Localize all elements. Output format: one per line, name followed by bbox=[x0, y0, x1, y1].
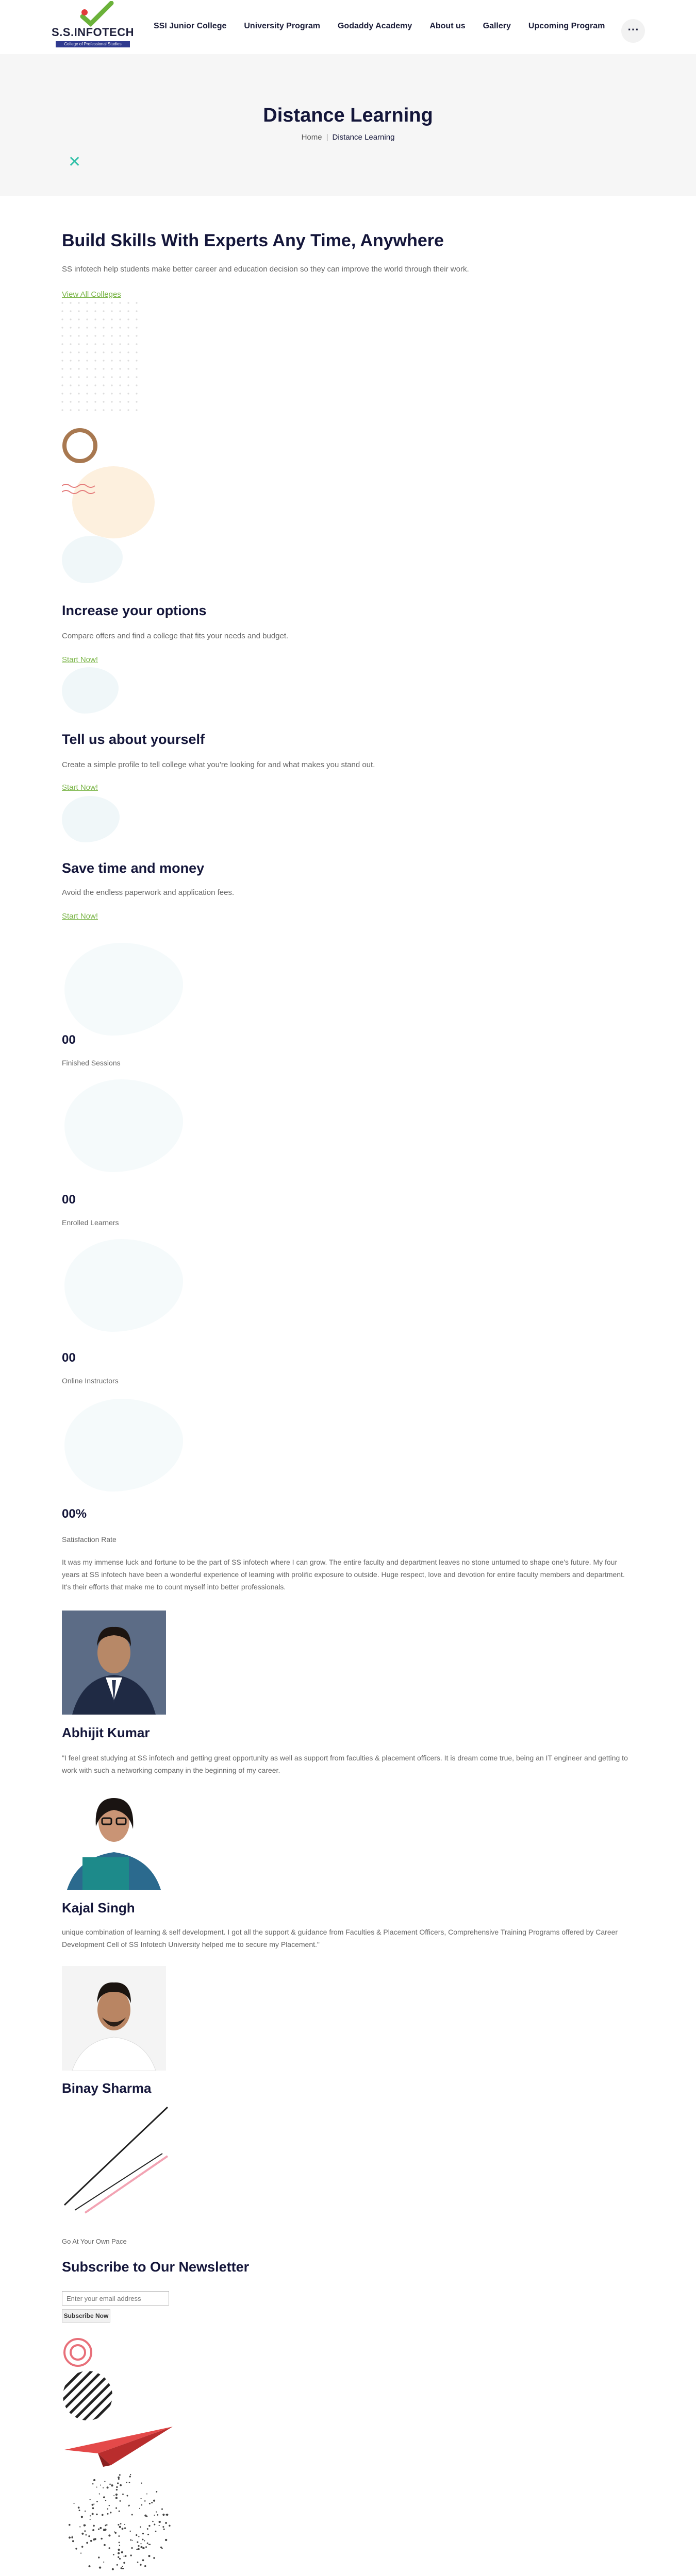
scatter-dot bbox=[122, 2494, 124, 2495]
nav-university-program[interactable]: University Program bbox=[244, 22, 320, 30]
scatter-dot bbox=[81, 2546, 84, 2548]
scatter-dot bbox=[157, 2514, 158, 2516]
scatter-dot bbox=[116, 2486, 118, 2488]
more-menu-icon[interactable]: ⋯ bbox=[621, 19, 645, 43]
dot-pattern-icon bbox=[61, 301, 143, 415]
scatter-dot bbox=[105, 2524, 106, 2526]
target-circle-icon bbox=[62, 2336, 94, 2368]
scatter-dot bbox=[105, 2500, 106, 2501]
scatter-dot bbox=[154, 2524, 155, 2526]
scatter-dot bbox=[117, 2482, 119, 2484]
scatter-dot bbox=[129, 2476, 131, 2477]
scatter-dot bbox=[140, 2564, 141, 2566]
scatter-dot bbox=[142, 2533, 144, 2534]
scatter-dot bbox=[108, 2534, 110, 2536]
scatter-dot bbox=[129, 2482, 130, 2483]
scatter-dot bbox=[154, 2515, 155, 2516]
stat-bg-shape bbox=[64, 1239, 183, 1332]
wave-lines-icon bbox=[62, 482, 108, 497]
scatter-dot bbox=[90, 2515, 91, 2516]
person-photo-icon bbox=[62, 1611, 166, 1715]
scatter-dot bbox=[162, 2526, 164, 2528]
scatter-dot bbox=[109, 2547, 110, 2549]
newsletter-email-input[interactable] bbox=[62, 2291, 169, 2306]
scatter-dot bbox=[113, 2554, 114, 2555]
step-text-3: Avoid the endless paperwork and application fees. bbox=[62, 888, 235, 897]
logo-subtitle: College of Professional Studies bbox=[56, 41, 130, 47]
scatter-dot bbox=[84, 2530, 86, 2532]
step-text-1: Compare offers and find a college that fits your needs and budget. bbox=[62, 632, 289, 640]
page-title: Distance Learning bbox=[263, 105, 433, 126]
subscribe-button[interactable]: Subscribe Now bbox=[62, 2309, 110, 2323]
scatter-dot bbox=[86, 2534, 87, 2536]
scatter-dot bbox=[102, 2514, 104, 2516]
scatter-dot bbox=[99, 2566, 101, 2568]
scatter-dot bbox=[130, 2474, 131, 2475]
scatter-dot bbox=[84, 2524, 85, 2526]
nav-junior-college[interactable]: SSI Junior College bbox=[154, 22, 227, 30]
cloud-shape bbox=[62, 667, 119, 714]
stat-label-satisfaction: Satisfaction Rate bbox=[62, 1535, 117, 1544]
scatter-dot bbox=[101, 2538, 103, 2540]
scatter-dot bbox=[139, 2508, 140, 2509]
scatter-dot bbox=[69, 2536, 71, 2538]
scatter-dot bbox=[161, 2548, 163, 2549]
scatter-dot bbox=[118, 2524, 119, 2526]
stat-label-learners: Enrolled Learners bbox=[62, 1218, 119, 1227]
scatter-dot bbox=[90, 2519, 91, 2520]
scatter-dot bbox=[120, 2484, 122, 2486]
scatter-dot bbox=[120, 2500, 121, 2502]
scatter-dot bbox=[123, 2562, 125, 2564]
scatter-dot bbox=[103, 2487, 104, 2488]
scatter-dot bbox=[93, 2503, 94, 2504]
paper-plane-icon bbox=[62, 2421, 175, 2468]
scatter-dot bbox=[131, 2547, 132, 2549]
scatter-dot bbox=[81, 2533, 84, 2535]
newsletter-title: Subscribe to Our Newsletter bbox=[62, 2259, 250, 2275]
scatter-dot bbox=[90, 2540, 92, 2542]
scatter-dot bbox=[136, 2534, 137, 2536]
scatter-dot bbox=[90, 2499, 91, 2500]
scatter-dot bbox=[140, 2543, 141, 2544]
scatter-dot bbox=[146, 2494, 147, 2495]
scatter-dot bbox=[141, 2483, 142, 2484]
stat-bg-shape bbox=[64, 1399, 183, 1492]
scatter-dot bbox=[151, 2502, 153, 2503]
scatter-dot bbox=[136, 2549, 138, 2550]
stat-value-learners: 00 bbox=[62, 1193, 76, 1207]
stat-value-instructors: 00 bbox=[62, 1351, 76, 1365]
scatter-dot bbox=[69, 2524, 71, 2526]
scatter-dot bbox=[149, 2503, 151, 2504]
scatter-dot bbox=[169, 2525, 170, 2527]
scatter-dot bbox=[122, 2566, 123, 2567]
peach-circle-shape bbox=[72, 466, 155, 538]
nav-godaddy-academy[interactable]: Godaddy Academy bbox=[337, 22, 412, 30]
scatter-dot bbox=[165, 2522, 167, 2524]
scatter-dot bbox=[142, 2547, 144, 2549]
scatter-dot bbox=[106, 2524, 108, 2526]
scatter-dot bbox=[107, 2486, 109, 2488]
scatter-dot bbox=[118, 2556, 119, 2558]
scatter-dot bbox=[100, 2527, 102, 2529]
breadcrumb-home[interactable]: Home bbox=[301, 133, 322, 142]
scatter-dot bbox=[79, 2526, 80, 2527]
scatter-dot bbox=[137, 2562, 139, 2563]
scatter-dot bbox=[120, 2523, 122, 2524]
scatter-dot bbox=[114, 2531, 115, 2532]
scatter-dot bbox=[152, 2521, 154, 2522]
scatter-dot bbox=[123, 2568, 124, 2569]
scatter-dot bbox=[93, 2538, 95, 2540]
scatter-dot bbox=[144, 2565, 146, 2567]
scatter-dot bbox=[130, 2539, 131, 2541]
scatter-dot bbox=[88, 2535, 90, 2537]
breadcrumb bbox=[0, 133, 696, 142]
scatter-dot bbox=[124, 2527, 126, 2529]
scatter-dot bbox=[147, 2528, 148, 2530]
stat-value-satisfaction: 00% bbox=[62, 1507, 87, 1521]
avatar-kajal bbox=[62, 1785, 166, 1890]
scatter-dot bbox=[163, 2529, 165, 2530]
scatter-dot bbox=[156, 2491, 157, 2493]
scatter-dot bbox=[118, 2549, 120, 2551]
scatter-dot bbox=[149, 2544, 151, 2546]
logo[interactable] bbox=[52, 0, 134, 49]
scatter-dot bbox=[144, 2500, 146, 2502]
scatter-dot bbox=[155, 2531, 157, 2532]
stat-bg-shape bbox=[64, 1079, 183, 1172]
deco-caption: Go At Your Own Pace bbox=[62, 2238, 127, 2245]
scatter-dot bbox=[96, 2501, 98, 2502]
scatter-dot bbox=[93, 2479, 95, 2481]
step-link-2[interactable]: Start Now! bbox=[62, 783, 98, 792]
scatter-dot bbox=[141, 2504, 143, 2506]
scatter-dot bbox=[126, 2482, 127, 2483]
scatter-dot bbox=[104, 2544, 106, 2546]
scatter-dot bbox=[119, 2526, 121, 2528]
scatter-dot bbox=[119, 2558, 121, 2560]
avatar-binay bbox=[62, 1966, 166, 2071]
scatter-dot bbox=[119, 2542, 120, 2544]
breadcrumb-current: Distance Learning bbox=[332, 133, 395, 142]
scatter-dot bbox=[144, 2540, 145, 2541]
scatter-dot bbox=[160, 2521, 161, 2522]
scatter-dot bbox=[74, 2503, 75, 2504]
scatter-dot bbox=[165, 2514, 167, 2516]
scatter-dot bbox=[123, 2556, 124, 2557]
scatter-dot bbox=[92, 2507, 94, 2510]
scatter-dot bbox=[119, 2474, 121, 2476]
breadcrumb-separator: | bbox=[326, 133, 328, 142]
scatter-dots-icon bbox=[62, 2468, 175, 2576]
main-nav bbox=[154, 22, 622, 31]
scatter-dot bbox=[138, 2536, 139, 2537]
scatter-dot bbox=[115, 2497, 118, 2499]
scatter-dot bbox=[162, 2514, 164, 2516]
intro-title: Build Skills With Experts Any Time, Anywhere bbox=[62, 231, 444, 250]
scatter-dot bbox=[137, 2541, 138, 2543]
scatter-dot bbox=[109, 2505, 110, 2506]
scatter-dot bbox=[153, 2557, 155, 2559]
person-photo-icon bbox=[62, 1785, 166, 1890]
scatter-dot bbox=[110, 2512, 111, 2513]
scatter-dot bbox=[119, 2545, 120, 2546]
scatter-dot bbox=[107, 2509, 109, 2510]
person-photo-icon bbox=[62, 1966, 166, 2071]
scatter-dot bbox=[79, 2510, 80, 2511]
scatter-dot bbox=[119, 2511, 120, 2512]
testimonial-name-2: Kajal Singh bbox=[62, 1900, 135, 1916]
stat-label-instructors: Online Instructors bbox=[62, 1377, 119, 1385]
scatter-dot bbox=[99, 2493, 100, 2494]
scatter-dot bbox=[159, 2525, 160, 2526]
testimonial-name-1: Abhijit Kumar bbox=[62, 1725, 150, 1740]
stat-bg-shape bbox=[64, 943, 183, 1036]
scatter-dot bbox=[92, 2504, 94, 2506]
scatter-dot bbox=[118, 2477, 120, 2479]
scatter-dot bbox=[89, 2565, 91, 2567]
scatter-dot bbox=[100, 2485, 101, 2486]
scatter-dot bbox=[129, 2531, 130, 2532]
scatter-dot bbox=[131, 2514, 133, 2516]
scatter-dot bbox=[92, 2513, 94, 2515]
scatter-dot bbox=[80, 2552, 81, 2553]
scatter-dot bbox=[148, 2525, 150, 2527]
intro-text: SS infotech help students make better career and education decision so they can improve the world through their work. bbox=[62, 265, 469, 274]
scatter-dot bbox=[93, 2525, 95, 2527]
step-title-1: Increase your options bbox=[62, 603, 207, 618]
scatter-dot bbox=[156, 2511, 157, 2512]
step-title-2: Tell us about yourself bbox=[62, 732, 205, 747]
scatter-dot bbox=[117, 2564, 118, 2566]
testimonial-text-2: "I feel great studying at SS infotech and getting great opportunity as well as support from faculties & placement officers. It is dream come true, being an IT engineer and getting to work with such a networking company in the beginning of my career. bbox=[62, 1754, 628, 1774]
scatter-dot bbox=[147, 2543, 148, 2544]
scatter-dot bbox=[72, 2536, 73, 2537]
nav-about-us[interactable]: About us bbox=[429, 22, 466, 30]
scatter-dot bbox=[107, 2513, 109, 2515]
step-link-3[interactable]: Start Now! bbox=[62, 912, 98, 921]
scatter-dot bbox=[96, 2514, 97, 2515]
scatter-dot bbox=[125, 2555, 127, 2557]
scatter-dot bbox=[92, 2483, 94, 2485]
scatter-dot bbox=[71, 2537, 73, 2538]
step-title-3: Save time and money bbox=[62, 860, 205, 876]
avatar-abhijit bbox=[62, 1611, 166, 1715]
scatter-dot bbox=[144, 2515, 146, 2517]
scatter-dot bbox=[127, 2495, 128, 2497]
scatter-dot bbox=[122, 2528, 124, 2530]
nav-gallery[interactable]: Gallery bbox=[483, 22, 511, 30]
scatter-dot bbox=[140, 2546, 142, 2548]
testimonial-text-1: It was my immense luck and fortune to be the part of SS infotech where I can grow. The entire faculty and department leaves no stone unturned to shape one's future. My four years at SS infotech have been a wonderful experience of learning with prolific exposure to outside. Huge respect, love and devotion for entire faculty members and department. It's their efforts that make me to count myself into better professionals. bbox=[62, 1558, 625, 1591]
scatter-dot bbox=[147, 2534, 149, 2535]
scatter-dot bbox=[122, 2552, 123, 2553]
scatter-dot bbox=[115, 2532, 117, 2533]
testimonial-name-3: Binay Sharma bbox=[62, 2080, 152, 2096]
scatter-dot bbox=[161, 2509, 163, 2510]
scatter-dot bbox=[165, 2539, 167, 2541]
scatter-dot bbox=[98, 2529, 100, 2530]
scatter-dot bbox=[113, 2495, 114, 2496]
scatter-dot bbox=[115, 2507, 117, 2509]
scatter-dot bbox=[111, 2484, 113, 2486]
stat-value-sessions: 00 bbox=[62, 1033, 76, 1047]
scatter-dot bbox=[121, 2567, 123, 2569]
scatter-dot bbox=[142, 2560, 144, 2562]
step-link-1[interactable]: Start Now! bbox=[62, 655, 98, 664]
scatter-dot bbox=[78, 2506, 80, 2509]
view-all-colleges-link[interactable]: View All Colleges bbox=[62, 290, 121, 299]
scatter-dot bbox=[116, 2489, 118, 2490]
scatter-dot bbox=[109, 2483, 111, 2485]
testimonial-text-3: unique combination of learning & self development. I got all the support & guidance from Faculties & Placement Officers, Comprehensive Training Programs offered by Career Development Cell of SS Infotech University helped me to secure my Placement." bbox=[62, 1928, 618, 1948]
step-text-2: Create a simple profile to tell college what you're looking for and what makes you stand out. bbox=[62, 760, 375, 769]
diagonal-lines-icon bbox=[62, 2102, 170, 2215]
scatter-dot bbox=[81, 2516, 83, 2518]
cloud-shape bbox=[62, 796, 120, 842]
scatter-dot bbox=[112, 2568, 114, 2570]
scatter-dot bbox=[75, 2548, 77, 2549]
scatter-dot bbox=[140, 2498, 141, 2499]
scatter-dot bbox=[72, 2540, 74, 2543]
scatter-dot bbox=[92, 2529, 94, 2531]
scatter-dot bbox=[124, 2524, 125, 2525]
scatter-dot bbox=[142, 2539, 143, 2540]
scatter-dot bbox=[118, 2535, 120, 2537]
striped-circle-icon bbox=[62, 2370, 113, 2421]
cloud-shape bbox=[62, 536, 123, 583]
scatter-dot bbox=[103, 2496, 105, 2498]
scatter-dot bbox=[128, 2505, 130, 2506]
scatter-dot bbox=[104, 2529, 106, 2531]
scatter-dot bbox=[138, 2548, 140, 2550]
page-banner bbox=[0, 54, 696, 196]
scatter-dot bbox=[98, 2556, 100, 2558]
scatter-dot bbox=[96, 2487, 97, 2488]
site-header bbox=[0, 0, 696, 54]
cross-shape-icon: ✕ bbox=[68, 154, 81, 171]
scatter-dot bbox=[115, 2494, 118, 2496]
scatter-dot bbox=[118, 2552, 120, 2554]
scatter-dot bbox=[103, 2562, 104, 2563]
scatter-dot bbox=[104, 2481, 105, 2482]
nav-upcoming-program[interactable]: Upcoming Program bbox=[528, 22, 605, 30]
scatter-dot bbox=[130, 2554, 131, 2556]
scatter-dot bbox=[153, 2500, 155, 2502]
logo-text: S.S.INFOTECH bbox=[52, 26, 135, 39]
scatter-dot bbox=[132, 2540, 133, 2541]
scatter-dot bbox=[86, 2542, 88, 2544]
scatter-dot bbox=[148, 2544, 150, 2545]
stat-label-sessions: Finished Sessions bbox=[62, 1059, 121, 1067]
scatter-dot bbox=[138, 2545, 139, 2547]
scatter-dot bbox=[145, 2546, 147, 2548]
logo-check-icon bbox=[78, 1, 114, 27]
scatter-dot bbox=[140, 2527, 141, 2528]
ring-shape-icon bbox=[61, 427, 99, 465]
scatter-dot bbox=[85, 2511, 86, 2512]
scatter-dot bbox=[148, 2555, 150, 2557]
